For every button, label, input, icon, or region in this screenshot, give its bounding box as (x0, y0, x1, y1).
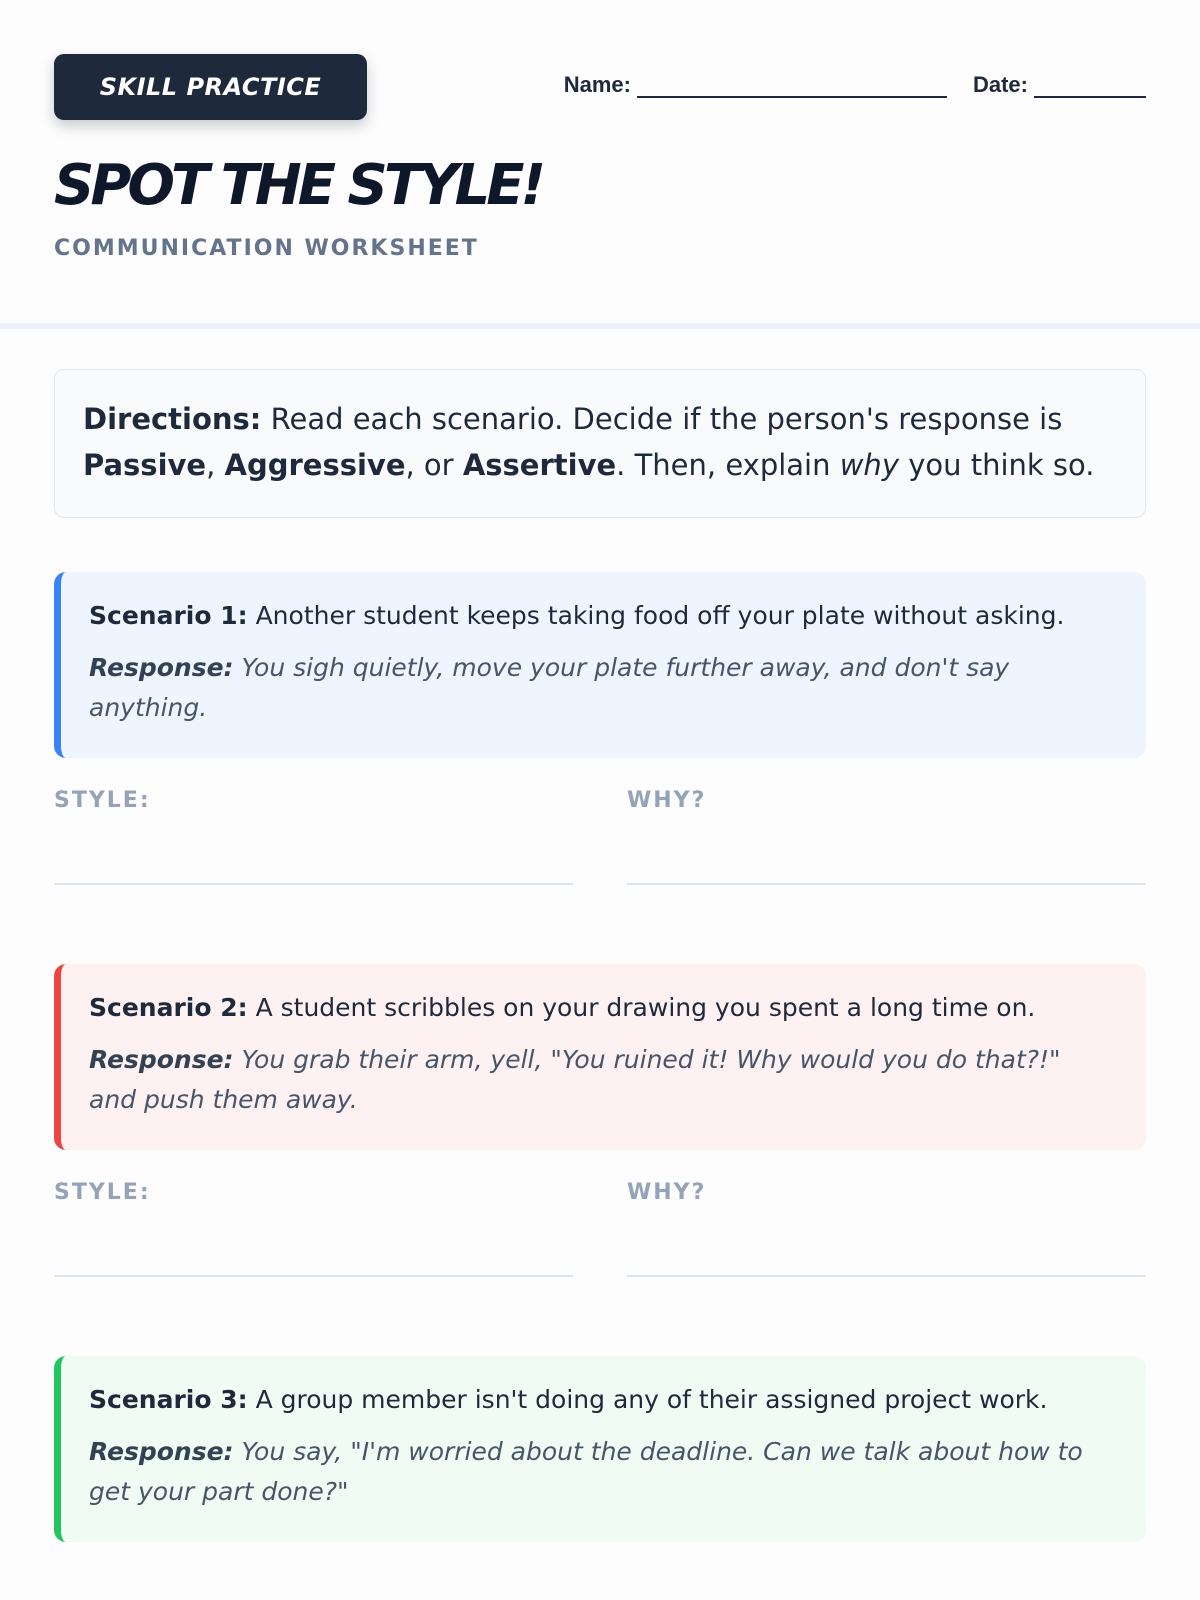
scenario-situation: A student scribbles on your drawing you spent a long time on. (247, 993, 1036, 1022)
why-answer-field[interactable] (627, 788, 1146, 898)
worksheet-body (0, 329, 1200, 1542)
response-text: You sigh quietly, move your plate further away, and don't say anything. (89, 653, 1010, 722)
date-label: Date: (972, 72, 1028, 97)
scenario-prompt (89, 988, 1114, 1028)
directions-box (54, 369, 1146, 518)
name-field[interactable] (564, 72, 947, 98)
response-label: Response: (89, 1045, 234, 1074)
scenario-situation: A group member isn't doing any of their assigned project work. (247, 1385, 1048, 1414)
scenario-response (89, 648, 1114, 728)
scenario-prompt (89, 1380, 1114, 1420)
scenario-response (89, 1040, 1114, 1120)
why-answer-field[interactable] (627, 1180, 1146, 1290)
directions-text: Read each scenario. Decide if the person's response is (261, 402, 1063, 436)
why-label: WHY? (627, 788, 707, 813)
response-label: Response: (89, 653, 234, 682)
response-text: You say, "I'm worried about the deadline. Can we talk about how to get your part done?" (89, 1437, 1083, 1506)
directions-text: you think so. (898, 448, 1095, 482)
style-answer-line[interactable] (54, 1275, 573, 1277)
scenario-card-3 (54, 1356, 1146, 1542)
style-assertive: Assertive (462, 448, 617, 482)
scenario-title: Scenario 3: (89, 1385, 248, 1414)
directions-text: . Then, explain (616, 448, 840, 482)
why-answer-line[interactable] (627, 1275, 1146, 1277)
page-title: SPOT THE STYLE! (54, 153, 543, 218)
worksheet-header (0, 0, 1200, 323)
name-label: Name: (563, 72, 631, 97)
scenario-title: Scenario 1: (89, 601, 248, 630)
directions-sep: , or (405, 448, 463, 482)
why-label: WHY? (627, 1180, 707, 1205)
why-answer-line[interactable] (627, 883, 1146, 885)
skill-practice-badge: SKILL PRACTICE (54, 54, 367, 120)
directions-why: why (839, 448, 899, 482)
date-blank[interactable] (1034, 76, 1146, 98)
response-text: You grab their arm, yell, "You ruined it! Why would you do that?!" and push them away. (89, 1045, 1061, 1114)
scenario-card-2 (54, 964, 1146, 1150)
name-blank[interactable] (637, 76, 947, 98)
answer-row-1 (54, 788, 1146, 898)
scenario-situation: Another student keeps taking food off your plate without asking. (247, 601, 1065, 630)
directions-sep: , (206, 448, 225, 482)
style-aggressive: Aggressive (224, 448, 406, 482)
style-answer-line[interactable] (54, 883, 573, 885)
date-field[interactable] (973, 72, 1146, 98)
answer-row-2 (54, 1180, 1146, 1290)
student-info (564, 72, 1146, 98)
page-subtitle: COMMUNICATION WORKSHEET (54, 236, 479, 261)
style-label: STYLE: (54, 788, 151, 813)
directions-label: Directions: (83, 402, 262, 436)
scenario-prompt (89, 596, 1114, 636)
response-label: Response: (89, 1437, 234, 1466)
style-passive: Passive (83, 448, 207, 482)
scenario-title: Scenario 2: (89, 993, 248, 1022)
scenario-card-1 (54, 572, 1146, 758)
scenario-response (89, 1432, 1114, 1512)
style-label: STYLE: (54, 1180, 151, 1205)
style-answer-field[interactable] (54, 788, 573, 898)
style-answer-field[interactable] (54, 1180, 573, 1290)
